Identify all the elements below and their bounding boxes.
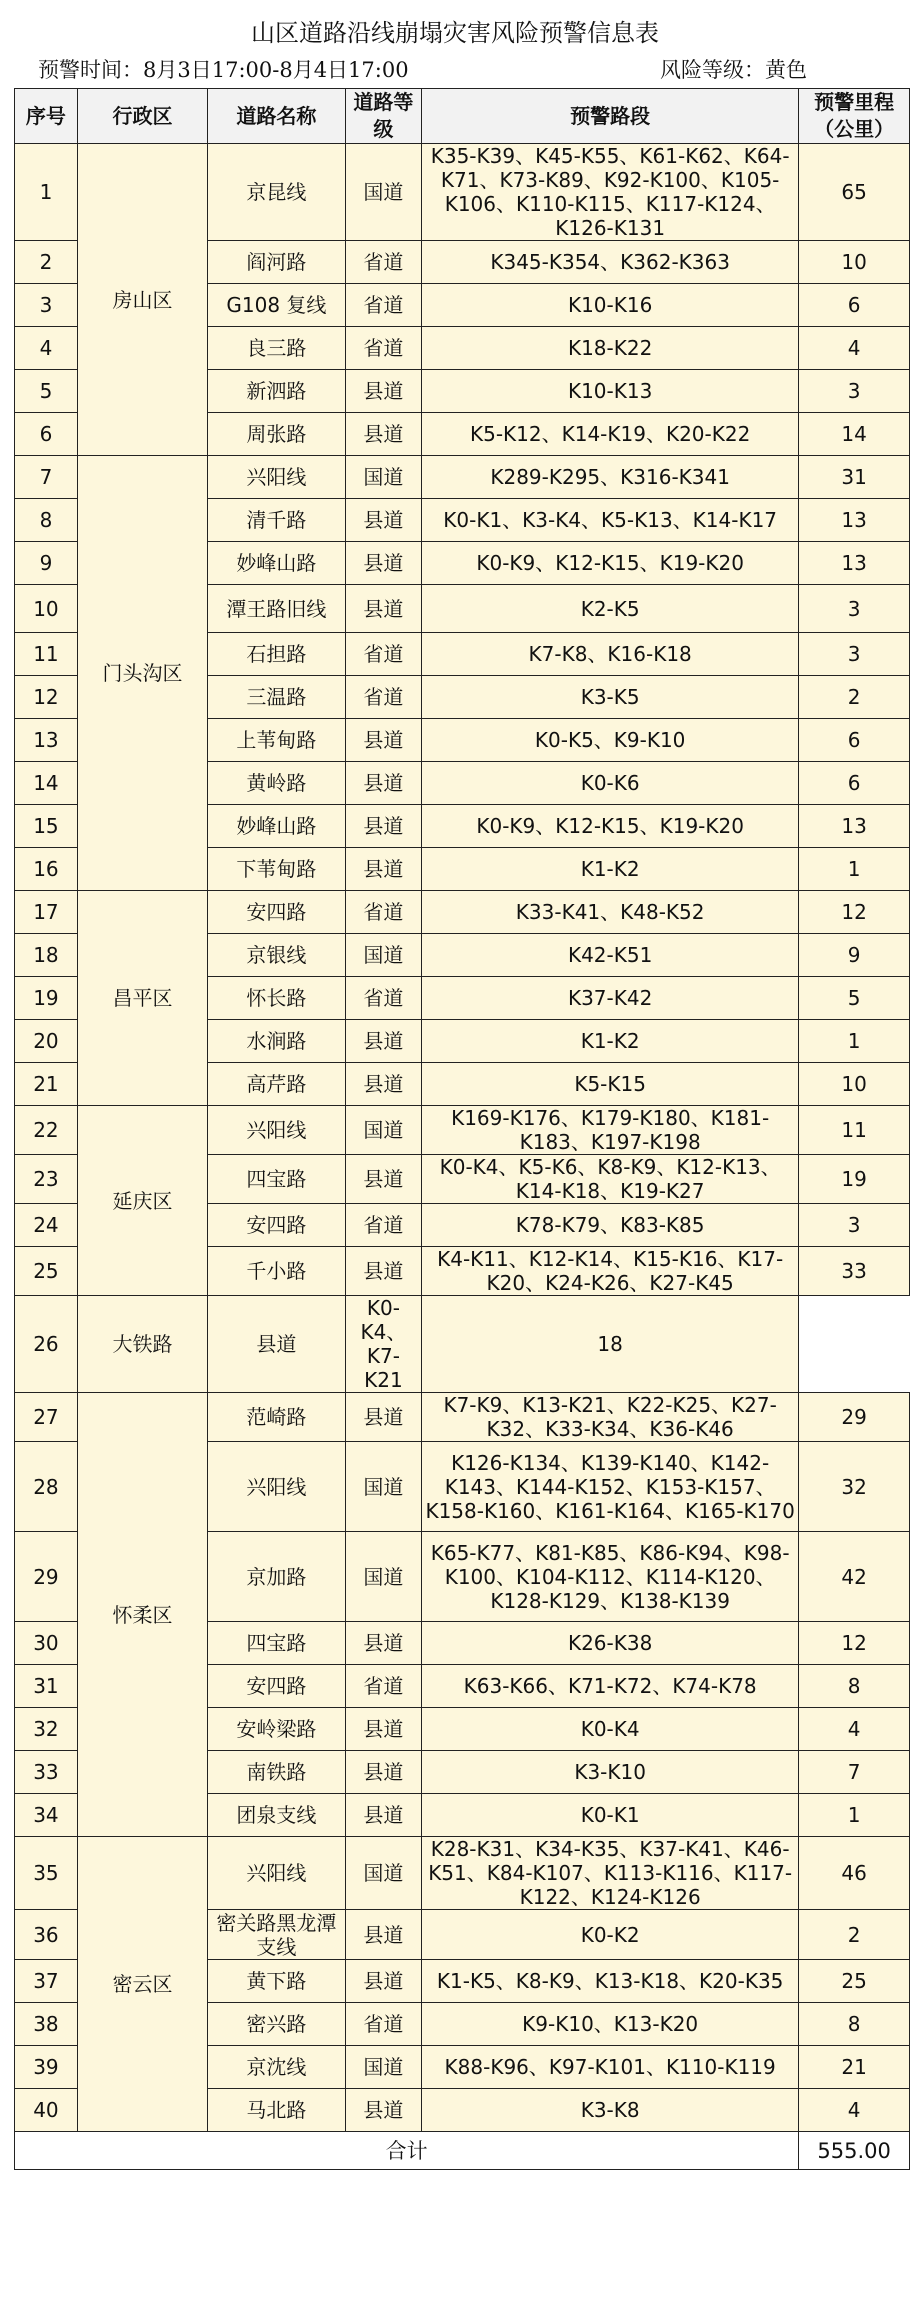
seq-cell: 19 [15, 977, 78, 1020]
road-name-cell: 京加路 [208, 1532, 346, 1622]
seq-cell: 14 [15, 762, 78, 805]
segment-cell: K0-K5、K9-K10 [422, 719, 799, 762]
seq-cell: 21 [15, 1063, 78, 1106]
table-row [15, 891, 910, 934]
table-body [15, 144, 910, 2132]
warning-time: 预警时间：8月3日17:00-8月4日17:00 [38, 58, 409, 82]
seq-cell: 16 [15, 848, 78, 891]
road-grade-cell: 县道 [345, 2089, 421, 2132]
road-name-cell: 新泗路 [208, 370, 346, 413]
road-grade-cell: 县道 [345, 848, 421, 891]
mileage-cell: 6 [799, 284, 910, 327]
header-district: 行政区 [77, 89, 207, 144]
mileage-cell: 31 [799, 456, 910, 499]
header-road: 道路名称 [208, 89, 346, 144]
mileage-cell: 1 [799, 848, 910, 891]
total-value: 555.00 [799, 2132, 910, 2170]
road-grade-cell: 国道 [345, 456, 421, 499]
segment-cell: K18-K22 [422, 327, 799, 370]
road-name-cell: 高芹路 [208, 1063, 346, 1106]
seq-cell: 4 [15, 327, 78, 370]
seq-cell: 5 [15, 370, 78, 413]
seq-cell: 37 [15, 1960, 78, 2003]
seq-cell: 7 [15, 456, 78, 499]
road-name-cell: 黄岭路 [208, 762, 346, 805]
mileage-cell: 3 [799, 585, 910, 633]
mileage-cell: 7 [799, 1751, 910, 1794]
segment-cell: K3-K5 [422, 676, 799, 719]
segment-cell: K10-K16 [422, 284, 799, 327]
mileage-cell: 12 [799, 891, 910, 934]
seq-cell: 3 [15, 284, 78, 327]
road-name-cell: 上苇甸路 [208, 719, 346, 762]
seq-cell: 9 [15, 542, 78, 585]
seq-cell: 18 [15, 934, 78, 977]
segment-cell: K5-K15 [422, 1063, 799, 1106]
road-grade-cell: 国道 [345, 1532, 421, 1622]
risk-level: 风险等级：黄色 [660, 58, 807, 82]
segment-cell: K3-K10 [422, 1751, 799, 1794]
road-grade-cell: 省道 [345, 2003, 421, 2046]
segment-cell: K88-K96、K97-K101、K110-K119 [422, 2046, 799, 2089]
road-grade-cell: 省道 [345, 241, 421, 284]
seq-cell: 15 [15, 805, 78, 848]
header-mileage: 预警里程（公里） [799, 89, 910, 144]
road-name-cell: 密兴路 [208, 2003, 346, 2046]
road-grade-cell: 省道 [345, 633, 421, 676]
road-grade-cell: 县道 [345, 762, 421, 805]
mileage-cell: 18 [422, 1296, 799, 1393]
table-row [15, 1837, 910, 1910]
seq-cell: 30 [15, 1622, 78, 1665]
road-name-cell: 南铁路 [208, 1751, 346, 1794]
road-name-cell: 黄下路 [208, 1960, 346, 2003]
road-grade-cell: 省道 [345, 891, 421, 934]
mileage-cell: 5 [799, 977, 910, 1020]
seq-cell: 29 [15, 1532, 78, 1622]
road-grade-cell: 省道 [345, 327, 421, 370]
header-segment: 预警路段 [422, 89, 799, 144]
road-grade-cell: 县道 [345, 805, 421, 848]
segment-cell: K42-K51 [422, 934, 799, 977]
road-name-cell: 安四路 [208, 1204, 346, 1247]
segment-cell: K0-K9、K12-K15、K19-K20 [422, 805, 799, 848]
segment-cell: K63-K66、K71-K72、K74-K78 [422, 1665, 799, 1708]
segment-cell: K0-K9、K12-K15、K19-K20 [422, 542, 799, 585]
road-grade-cell: 县道 [345, 1247, 421, 1296]
road-name-cell: 四宝路 [208, 1622, 346, 1665]
segment-cell: K5-K12、K14-K19、K20-K22 [422, 413, 799, 456]
road-name-cell: 兴阳线 [208, 1837, 346, 1910]
segment-cell: K26-K38 [422, 1622, 799, 1665]
road-name-cell: 安四路 [208, 1665, 346, 1708]
mileage-cell: 33 [799, 1247, 910, 1296]
road-grade-cell: 省道 [345, 1204, 421, 1247]
road-grade-cell: 县道 [345, 1155, 421, 1204]
road-grade-cell: 省道 [345, 1665, 421, 1708]
road-name-cell: 石担路 [208, 633, 346, 676]
road-name-cell: 四宝路 [208, 1155, 346, 1204]
segment-cell: K0-K1 [422, 1794, 799, 1837]
mileage-cell: 6 [799, 719, 910, 762]
page-title: 山区道路沿线崩塌灾害风险预警信息表 [251, 19, 659, 47]
road-name-cell: 范崎路 [208, 1393, 346, 1442]
mileage-cell: 9 [799, 934, 910, 977]
table-row [15, 1296, 910, 1393]
mileage-cell: 2 [799, 676, 910, 719]
warning-table [14, 88, 910, 2170]
mileage-cell: 2 [799, 1910, 910, 1960]
road-grade-cell: 县道 [345, 1708, 421, 1751]
mileage-cell: 3 [799, 633, 910, 676]
road-grade-cell: 县道 [208, 1296, 346, 1393]
segment-cell: K1-K5、K8-K9、K13-K18、K20-K35 [422, 1960, 799, 2003]
seq-cell: 11 [15, 633, 78, 676]
district-cell: 房山区 [77, 144, 207, 456]
mileage-cell: 10 [799, 1063, 910, 1106]
district-cell: 延庆区 [77, 1106, 207, 1296]
segment-cell: K0-K1、K3-K4、K5-K13、K14-K17 [422, 499, 799, 542]
seq-cell: 38 [15, 2003, 78, 2046]
road-name-cell: 水涧路 [208, 1020, 346, 1063]
road-grade-cell: 县道 [345, 413, 421, 456]
seq-cell: 8 [15, 499, 78, 542]
seq-cell: 33 [15, 1751, 78, 1794]
road-name-cell: 兴阳线 [208, 456, 346, 499]
mileage-cell: 14 [799, 413, 910, 456]
seq-cell: 34 [15, 1794, 78, 1837]
seq-cell: 10 [15, 585, 78, 633]
road-name-cell: 团泉支线 [208, 1794, 346, 1837]
segment-cell: K78-K79、K83-K85 [422, 1204, 799, 1247]
table-row [15, 456, 910, 499]
seq-cell: 6 [15, 413, 78, 456]
segment-cell: K289-K295、K316-K341 [422, 456, 799, 499]
road-grade-cell: 国道 [345, 2046, 421, 2089]
segment-cell: K9-K10、K13-K20 [422, 2003, 799, 2046]
road-name-cell: 安岭梁路 [208, 1708, 346, 1751]
road-name-cell: 阎河路 [208, 241, 346, 284]
seq-cell: 26 [15, 1296, 78, 1393]
segment-cell: K3-K8 [422, 2089, 799, 2132]
segment-cell: K0-K4、K5-K6、K8-K9、K12-K13、K14-K18、K19-K27 [422, 1155, 799, 1204]
road-name-cell: 怀长路 [208, 977, 346, 1020]
road-name-cell: 京银线 [208, 934, 346, 977]
mileage-cell: 4 [799, 327, 910, 370]
road-grade-cell: 县道 [345, 719, 421, 762]
mileage-cell: 4 [799, 1708, 910, 1751]
mileage-cell: 6 [799, 762, 910, 805]
road-grade-cell: 国道 [345, 144, 421, 241]
seq-cell: 32 [15, 1708, 78, 1751]
road-grade-cell: 县道 [345, 499, 421, 542]
mileage-cell: 25 [799, 1960, 910, 2003]
segment-cell: K0-K2 [422, 1910, 799, 1960]
seq-cell: 24 [15, 1204, 78, 1247]
road-grade-cell: 县道 [345, 1393, 421, 1442]
road-grade-cell: 县道 [345, 370, 421, 413]
segment-cell: K2-K5 [422, 585, 799, 633]
mileage-cell: 65 [799, 144, 910, 241]
mileage-cell: 3 [799, 1204, 910, 1247]
mileage-cell: 12 [799, 1622, 910, 1665]
segment-cell: K35-K39、K45-K55、K61-K62、K64-K71、K73-K89、K92-K100、K105-K106、K110-K115、K117-K124、K126-K131 [422, 144, 799, 241]
segment-cell: K7-K8、K16-K18 [422, 633, 799, 676]
seq-cell: 22 [15, 1106, 78, 1155]
mileage-cell: 10 [799, 241, 910, 284]
road-name-cell: 三温路 [208, 676, 346, 719]
road-grade-cell: 省道 [345, 284, 421, 327]
road-grade-cell: 国道 [345, 1106, 421, 1155]
seq-cell: 28 [15, 1442, 78, 1532]
seq-cell: 2 [15, 241, 78, 284]
road-name-cell: G108 复线 [208, 284, 346, 327]
mileage-cell: 13 [799, 805, 910, 848]
seq-cell: 12 [15, 676, 78, 719]
seq-cell: 25 [15, 1247, 78, 1296]
segment-cell: K0-K4 [422, 1708, 799, 1751]
road-grade-cell: 县道 [345, 1751, 421, 1794]
mileage-cell: 32 [799, 1442, 910, 1532]
segment-cell: K0-K4、K7-K21 [345, 1296, 421, 1393]
segment-cell: K28-K31、K34-K35、K37-K41、K46-K51、K84-K107、K113-K116、K117-K122、K124-K126 [422, 1837, 799, 1910]
district-cell: 密云区 [77, 1837, 207, 2132]
total-row [15, 2132, 910, 2170]
segment-cell: K126-K134、K139-K140、K142-K143、K144-K152、K153-K157、K158-K160、K161-K164、K165-K170 [422, 1442, 799, 1532]
road-name-cell: 兴阳线 [208, 1442, 346, 1532]
segment-cell: K345-K354、K362-K363 [422, 241, 799, 284]
seq-cell: 23 [15, 1155, 78, 1204]
road-name-cell: 京沈线 [208, 2046, 346, 2089]
total-label: 合计 [15, 2132, 799, 2170]
mileage-cell: 3 [799, 370, 910, 413]
road-grade-cell: 国道 [345, 934, 421, 977]
road-grade-cell: 县道 [345, 1020, 421, 1063]
table-row [15, 1393, 910, 1442]
seq-cell: 20 [15, 1020, 78, 1063]
road-name-cell: 密关路黑龙潭支线 [208, 1910, 346, 1960]
segment-cell: K7-K9、K13-K21、K22-K25、K27-K32、K33-K34、K36-K46 [422, 1393, 799, 1442]
segment-cell: K169-K176、K179-K180、K181-K183、K197-K198 [422, 1106, 799, 1155]
road-name-cell: 周张路 [208, 413, 346, 456]
district-cell: 昌平区 [77, 891, 207, 1106]
table-row [15, 1106, 910, 1155]
segment-cell: K37-K42 [422, 977, 799, 1020]
segment-cell: K4-K11、K12-K14、K15-K16、K17-K20、K24-K26、K27-K45 [422, 1247, 799, 1296]
road-grade-cell: 省道 [345, 977, 421, 1020]
road-grade-cell: 国道 [345, 1442, 421, 1532]
seq-cell: 31 [15, 1665, 78, 1708]
road-name-cell: 大铁路 [77, 1296, 207, 1393]
segment-cell: K0-K6 [422, 762, 799, 805]
road-grade-cell: 县道 [345, 1794, 421, 1837]
mileage-cell: 8 [799, 2003, 910, 2046]
mileage-cell: 4 [799, 2089, 910, 2132]
road-name-cell: 安四路 [208, 891, 346, 934]
road-name-cell: 潭王路旧线 [208, 585, 346, 633]
road-grade-cell: 国道 [345, 1837, 421, 1910]
seq-cell: 1 [15, 144, 78, 241]
road-name-cell: 马北路 [208, 2089, 346, 2132]
seq-cell: 36 [15, 1910, 78, 1960]
road-grade-cell: 县道 [345, 1063, 421, 1106]
road-name-cell: 良三路 [208, 327, 346, 370]
header-seq: 序号 [15, 89, 78, 144]
segment-cell: K1-K2 [422, 1020, 799, 1063]
road-grade-cell: 县道 [345, 1622, 421, 1665]
header-grade: 道路等级 [345, 89, 421, 144]
segment-cell: K65-K77、K81-K85、K86-K94、K98-K100、K104-K112、K114-K120、K128-K129、K138-K139 [422, 1532, 799, 1622]
seq-cell: 13 [15, 719, 78, 762]
road-name-cell: 妙峰山路 [208, 542, 346, 585]
table-row [15, 144, 910, 241]
seq-cell: 17 [15, 891, 78, 934]
mileage-cell: 29 [799, 1393, 910, 1442]
road-name-cell: 京昆线 [208, 144, 346, 241]
road-name-cell: 下苇甸路 [208, 848, 346, 891]
segment-cell: K33-K41、K48-K52 [422, 891, 799, 934]
mileage-cell: 13 [799, 542, 910, 585]
seq-cell: 39 [15, 2046, 78, 2089]
road-grade-cell: 县道 [345, 585, 421, 633]
mileage-cell: 11 [799, 1106, 910, 1155]
mileage-cell: 46 [799, 1837, 910, 1910]
seq-cell: 35 [15, 1837, 78, 1910]
road-name-cell: 兴阳线 [208, 1106, 346, 1155]
seq-cell: 40 [15, 2089, 78, 2132]
road-name-cell: 妙峰山路 [208, 805, 346, 848]
road-name-cell: 千小路 [208, 1247, 346, 1296]
table-header-row [15, 89, 910, 144]
road-grade-cell: 县道 [345, 1960, 421, 2003]
mileage-cell: 21 [799, 2046, 910, 2089]
road-grade-cell: 省道 [345, 676, 421, 719]
segment-cell: K10-K13 [422, 370, 799, 413]
mileage-cell: 19 [799, 1155, 910, 1204]
mileage-cell: 42 [799, 1532, 910, 1622]
district-cell: 怀柔区 [77, 1393, 207, 1837]
mileage-cell: 13 [799, 499, 910, 542]
mileage-cell: 1 [799, 1020, 910, 1063]
road-grade-cell: 县道 [345, 542, 421, 585]
road-grade-cell: 县道 [345, 1910, 421, 1960]
district-cell: 门头沟区 [77, 456, 207, 891]
mileage-cell: 1 [799, 1794, 910, 1837]
road-name-cell: 清千路 [208, 499, 346, 542]
seq-cell: 27 [15, 1393, 78, 1442]
segment-cell: K1-K2 [422, 848, 799, 891]
mileage-cell: 8 [799, 1665, 910, 1708]
